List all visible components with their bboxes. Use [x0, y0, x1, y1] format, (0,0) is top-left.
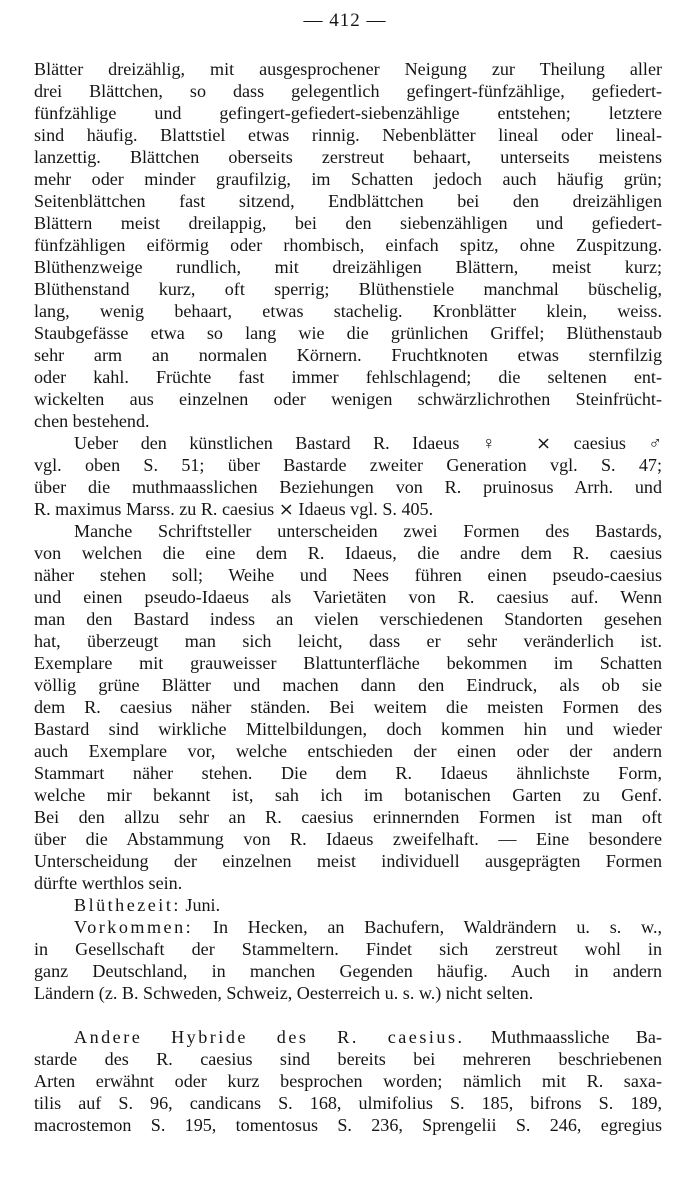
text-line: dem R. caesius näher ständen. Bei weitem die meisten Formen des: [34, 697, 662, 717]
section-text: Muthmaassliche Ba-: [490, 1027, 662, 1047]
text-line: [34, 894, 662, 916]
text-line: Bastard sind wirkliche Mittelbildungen, doch kommen hin und wieder: [34, 719, 662, 739]
paragraph-bastard-forms: [34, 520, 662, 894]
page-body: [34, 58, 662, 1136]
paragraph-occurrence: [34, 916, 662, 1004]
text-line: [34, 1026, 662, 1048]
text-line: Unterscheidung der einzelnen meist individuell ausgeprägten Formen: [34, 851, 662, 871]
text-line: wickelten aus einzelnen oder wenigen schwärzlichrothen Steinfrücht-: [34, 389, 662, 409]
text-line: Blättern meist dreilappig, bei den siebenzähligen und gefiedert-: [34, 213, 662, 233]
text-line: Seitenblättchen fast sitzend, Endblättchen bei den dreizähligen: [34, 191, 662, 211]
text-line: in Gesellschaft der Stammeltern. Findet sich zerstreut wohl in: [34, 939, 662, 959]
paragraph-flowering-time: [34, 894, 662, 916]
paragraph-other-hybrids: [34, 1026, 662, 1136]
text-line: dürfte werthlos sein.: [34, 873, 183, 893]
section-label: Andere Hybride des R. caesius.: [74, 1027, 465, 1047]
text-line: welche mir bekannt ist, sah ich im botanischen Garten zu Genf.: [34, 785, 662, 805]
text-line: Exemplare mit grauweisser Blattunterfläche bekommen im Schatten: [34, 653, 662, 673]
text-line: Manche Schriftsteller unterscheiden zwei Formen des Bastards,: [74, 521, 662, 541]
text-line: sehr arm an normalen Körnern. Fruchtknoten etwas sternfilzig: [34, 345, 662, 365]
text-line: ganz Deutschland, in manchen Gegenden häufig. Auch in andern: [34, 961, 662, 981]
text-line: chen bestehend.: [34, 411, 150, 431]
text-line: über die muthmaasslichen Beziehungen von R. pruinosus Arrh. und: [34, 477, 662, 497]
text-line: man den Bastard indess an vielen verschiedenen Standorten gesehen: [34, 609, 662, 629]
section-text: In Hecken, an Bachufern, Waldrändern u. s. w.,: [212, 917, 662, 937]
section-label: Blüthezeit:: [74, 895, 181, 915]
text-line: Stammart näher stehen. Die dem R. Idaeus ähnlichste Form,: [34, 763, 662, 783]
paragraph-description: [34, 58, 662, 432]
text-line: und einen pseudo-Idaeus als Varietäten von R. caesius auf. Wenn: [34, 587, 662, 607]
text-line: drei Blättchen, so dass gelegentlich gefingert-fünfzählige, gefiedert-: [34, 81, 662, 101]
text-line: fünfzählige und gefingert-gefiedert-siebenzählige entstehen; letztere: [34, 103, 662, 123]
text-line: völlig grüne Blätter und machen dann den Eindruck, als ob sie: [34, 675, 662, 695]
text-line: von welchen die eine dem R. Idaeus, die andre dem R. caesius: [34, 543, 662, 563]
text-line: näher stehen soll; Weihe und Nees führen einen pseudo-caesius: [34, 565, 662, 585]
text-line: [34, 916, 662, 938]
text-line: Blätter dreizählig, mit ausgesprochener Neigung zur Theilung aller: [34, 59, 662, 79]
text-line: hat, überzeugt man sich leicht, dass er sehr veränderlich ist.: [34, 631, 662, 651]
text-line: macrostemon S. 195, tomentosus S. 236, Sprengelii S. 246, egregius: [34, 1115, 662, 1135]
text-line: lanzettig. Blättchen oberseits zerstreut behaart, unterseits meistens: [34, 147, 662, 167]
text-line: fünfzähligen eiförmig oder rhombisch, einfach spitz, ohne Zuspitzung.: [34, 235, 662, 255]
text-line: tilis auf S. 96, candicans S. 168, ulmifolius S. 185, bifrons S. 189,: [34, 1093, 662, 1113]
text-line: vgl. oben S. 51; über Bastarde zweiter Generation vgl. S. 47;: [34, 455, 662, 475]
paragraph-hybrid-references: [34, 432, 662, 520]
text-line: Blüthenzweige rundlich, mit dreizähligen Blättern, meist kurz;: [34, 257, 662, 277]
text-line: mehr oder minder graufilzig, im Schatten jedoch auch häufig grün;: [34, 169, 662, 189]
section-gap: [34, 1004, 662, 1026]
section-text: Juni.: [185, 895, 221, 915]
text-line: über die Abstammung von R. Idaeus zweifelhaft. — Eine besondere: [34, 829, 662, 849]
text-line: Arten erwähnt oder kurz besprochen worden; nämlich mit R. saxa-: [34, 1071, 662, 1091]
text-line: R. maximus Marss. zu R. caesius ⨯ Idaeus vgl. S. 405.: [34, 499, 434, 519]
page-number: — 412 —: [303, 10, 387, 31]
text-line: sind häufig. Blattstiel etwas rinnig. Nebenblätter lineal oder lineal-: [34, 125, 662, 145]
text-line: lang, wenig behaart, etwas stachelig. Kronblätter klein, weiss.: [34, 301, 662, 321]
text-line: Ländern (z. B. Schweden, Schweiz, Oesterreich u. s. w.) nicht selten.: [34, 983, 534, 1003]
text-line: starde des R. caesius sind bereits bei mehreren beschriebenen: [34, 1049, 662, 1069]
text-line: Staubgefässe etwa so lang wie die grünlichen Griffel; Blüthenstaub: [34, 323, 662, 343]
text-line: auch Exemplare vor, welche entschieden der einen oder der andern: [34, 741, 662, 761]
text-line: Ueber den künstlichen Bastard R. Idaeus ♀ ⨯ caesius ♂: [74, 433, 662, 453]
text-line: Blüthenstand kurz, oft sperrig; Blüthenstiele manchmal büschelig,: [34, 279, 662, 299]
text-line: Bei den allzu sehr an R. caesius erinnernden Formen ist man oft: [34, 807, 662, 827]
section-label: Vorkommen:: [74, 917, 194, 937]
text-line: oder kahl. Früchte fast immer fehlschlagend; die seltenen ent-: [34, 367, 662, 387]
